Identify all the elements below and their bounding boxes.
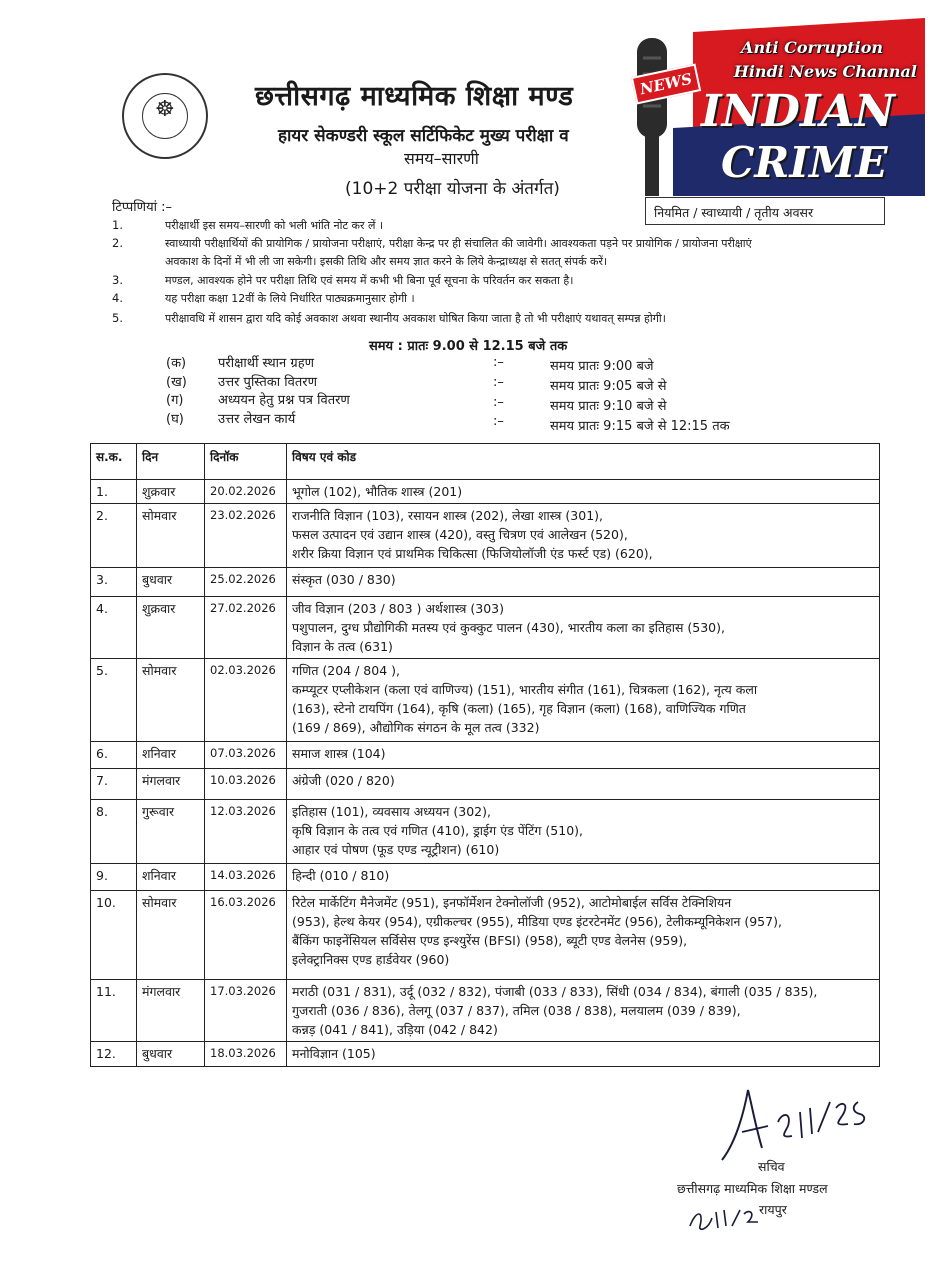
news-logo-line2: Hindi News Channal [733,62,917,81]
cell-date: 25.02.2026 [205,568,287,597]
news-logo-word1: INDIAN [701,86,895,137]
subject-line: रिटेल मार्केटिंग मैनेजमेंट (951), इनफॉर्मेशन टेक्नोलॉजी (952), आटोमोबाईल सर्विस टेक्निशियन [292,895,732,910]
table-row [91,504,880,568]
cell-subjects [287,480,880,504]
step-time: समय प्रातः 9:00 बजे [550,359,654,374]
note-number: 4. [112,291,123,305]
cell-day: शनिवार [137,864,205,891]
cell-day: मंगलवार [137,769,205,800]
cell-subjects [287,864,880,891]
step-mark: (घ) [166,412,184,427]
schedule-title: समय–सारणी [404,149,479,168]
subject-line: विज्ञान के तत्व (631) [292,639,393,654]
table-row [91,597,880,659]
step-label: उत्तर लेखन कार्य [218,412,296,427]
news-channel-logo [633,18,925,196]
column-header-serial: स.क. [91,444,137,480]
exam-time-heading: समय : प्रातः 9.00 से 12.15 बजे तक [369,339,568,354]
cell-serial: 3. [91,568,137,597]
cell-serial: 9. [91,864,137,891]
subject-line: गणित (204 / 804 ), [292,663,400,678]
cell-subjects [287,742,880,769]
cell-serial: 10. [91,891,137,980]
subject-line: मराठी (031 / 831), उर्दू (032 / 832), पंजाबी (033 / 833), सिंधी (034 / 834), बंगाली (035 / 835), [292,984,818,999]
subject-line: कृषि विज्ञान के तत्व एवं गणित (410), ड्राईग एंड पेंटिंग (510), [292,823,584,838]
cell-serial: 12. [91,1042,137,1067]
table-row [91,1042,880,1067]
table-row [91,864,880,891]
subject-line: इतिहास (101), व्यवसाय अध्ययन (302), [292,804,491,819]
subject-line: मनोविज्ञान (105) [292,1046,376,1061]
cell-subjects [287,891,880,980]
cell-subjects [287,980,880,1042]
step-mark: (ख) [166,375,187,390]
handwritten-signature [718,1082,888,1164]
column-header-date: दिनॉक [205,444,287,480]
cell-day: सोमवार [137,891,205,980]
exam-scheme: (10+2 परीक्षा योजना के अंतर्गत) [345,179,560,199]
cell-subjects [287,1042,880,1067]
subject-line: कम्प्यूटर एप्लीकेशन (कला एवं वाणिज्य) (151), भारतीय संगीत (161), चित्रकला (162), नृत्य कला [292,682,758,697]
subject-line: आहार एवं पोषण (फूड एण्ड न्यूट्रीशन) (610) [292,842,500,857]
cell-serial: 4. [91,597,137,659]
notes-heading: टिप्पणियां :– [112,200,172,215]
signatory-board: छत्तीसगढ़ माध्यमिक शिक्षा मण्डल [677,1181,828,1196]
note-number: 1. [112,218,123,232]
subject-line: कन्नड़ (041 / 841), उड़िया (042 / 842) [292,1022,498,1037]
cell-serial: 7. [91,769,137,800]
table-row [91,659,880,742]
step-mark: (क) [166,356,187,371]
cell-serial: 5. [91,659,137,742]
step-label: परीक्षार्थी स्थान ग्रहण [218,356,315,371]
subject-line: समाज शास्त्र (104) [292,746,386,761]
cell-subjects [287,597,880,659]
cell-subjects [287,568,880,597]
cell-date: 14.03.2026 [205,864,287,891]
cell-serial: 6. [91,742,137,769]
cell-serial: 1. [91,480,137,504]
cell-date: 02.03.2026 [205,659,287,742]
cell-serial: 2. [91,504,137,568]
subject-line: शरीर क्रिया विज्ञान एवं प्राथमिक चिकित्सा (फिजियोलॉजी एंड फर्स्ट एड) (620), [292,546,653,561]
cell-serial: 11. [91,980,137,1042]
subject-line: राजनीति विज्ञान (103), रसायन शास्त्र (202), लेखा शास्त्र (301), [292,508,604,523]
note-text: परीक्षावधि में शासन द्वारा यदि कोई अवकाश अथवा स्थानीय अवकाश घोषित किया जाता है तो भी परीक्षाएं यथावत् सम्पन्न होगी। [165,312,666,325]
seal-emblem-icon: ☸ [155,97,175,122]
cell-day: बुधवार [137,568,205,597]
note-text: यह परीक्षा कक्षा 12वीं के लिये निर्धारित पाठ्यक्रमानुसार होगी । [165,292,415,305]
subject-line: गुजराती (036 / 836), तेलगू (037 / 837), तमिल (038 / 838), मलयालम (039 / 839), [292,1003,741,1018]
handwritten-initials [686,1204,762,1234]
subject-line: इलेक्ट्रानिक्स एण्ड हार्डवेयर (960) [292,952,450,967]
subject-line: संस्कृत (030 / 830) [292,572,396,587]
table-row [91,891,880,980]
cell-day: गुरूवार [137,800,205,864]
cell-day: सोमवार [137,659,205,742]
step-separator: :– [493,414,504,429]
subject-line: हिन्दी (010 / 810) [292,868,390,883]
cell-subjects [287,504,880,568]
cell-subjects [287,659,880,742]
note-text: परीक्षार्थी इस समय–सारणी को भली भांति नोट कर लें । [165,219,384,232]
column-header-subject: विषय एवं कोड [287,444,880,480]
signatory-designation: सचिव [758,1159,785,1174]
cell-date: 27.02.2026 [205,597,287,659]
table-row [91,800,880,864]
cell-serial: 8. [91,800,137,864]
subject-line: पशुपालन, दुग्ध प्रौद्योगिकी मतस्य एवं कुक्कुट पालन (430), भारतीय कला का इतिहास (530), [292,620,725,635]
note-text: अवकाश के दिनों में भी ली जा सकेगी। इसकी तिथि और समय ज्ञात करने के लिये केन्द्राध्यक्ष से सतत् संपर्क करें। [165,255,608,268]
note-number: 5. [112,311,123,325]
subject-line: जीव विज्ञान (203 / 803 ) अर्थशास्त्र (303) [292,601,504,616]
cell-subjects [287,800,880,864]
subject-line: (163), स्टेनो टायपिंग (164), कृषि (कला) (165), गृह विज्ञान (कला) (168), वाणिज्यिक गणित [292,701,746,716]
table-row [91,742,880,769]
subject-line: भूगोल (102), भौतिक शास्त्र (201) [292,484,463,499]
cell-date: 16.03.2026 [205,891,287,980]
step-separator: :– [493,355,504,370]
subject-line: फसल उत्पादन एवं उद्यान शास्त्र (420), वस्तु चित्रण एवं आलेखन (520), [292,527,628,542]
cell-date: 12.03.2026 [205,800,287,864]
note-number: 3. [112,273,123,287]
table-header-row [91,444,880,480]
subject-line: (953), हेल्थ केयर (954), एग्रीकल्चर (955), मीडिया एण्ड इंटरटेनमेंट (956), टेलीकम्यूनिकेशन (957), [292,914,782,929]
cell-day: सोमवार [137,504,205,568]
news-logo-word2: CRIME [721,138,888,187]
table-row [91,568,880,597]
note-text: स्वाध्यायी परीक्षार्थियों की प्रायोगिक / प्रायोजना परीक्षाएं, परीक्षा केन्द्र पर ही संचालित की जावेगी। आवश्यकता पड़ने पर प्रायोगिक / प्रायोजना परीक्षाएं [165,237,752,250]
cell-date: 20.02.2026 [205,480,287,504]
cell-date: 17.03.2026 [205,980,287,1042]
step-label: उत्तर पुस्तिका वितरण [218,375,317,390]
news-logo-line1: Anti Corruption [741,38,883,57]
signatory-place: रायपुर [759,1202,787,1217]
board-seal [122,73,208,159]
subject-line: (169 / 869), औद्योगिक संगठन के मूल तत्व (332) [292,720,540,735]
subject-line: अंग्रेजी (020 / 820) [292,773,395,788]
news-tag: NEWS [631,63,701,104]
cell-day: शनिवार [137,742,205,769]
step-label: अध्ययन हेतु प्रश्न पत्र वितरण [218,393,350,408]
cell-subjects [287,769,880,800]
cell-day: मंगलवार [137,980,205,1042]
column-header-day: दिन [137,444,205,480]
cell-date: 23.02.2026 [205,504,287,568]
step-time: समय प्रातः 9:05 बजे से [550,379,667,394]
cell-day: बुधवार [137,1042,205,1067]
exam-name: हायर सेकण्डरी स्कूल सर्टिफिकेट मुख्य परीक्षा व [278,126,569,146]
step-time: समय प्रातः 9:15 बजे से 12:15 तक [550,419,730,434]
cell-date: 10.03.2026 [205,769,287,800]
cell-date: 07.03.2026 [205,742,287,769]
note-text: मण्डल, आवश्यक होने पर परीक्षा तिथि एवं समय में कभी भी बिना पूर्व सूचना के परिवर्तन कर सकता है। [165,274,574,287]
table-row [91,980,880,1042]
step-separator: :– [493,395,504,410]
exam-category-box: नियमित / स्वाध्यायी / तृतीय अवसर [645,197,885,225]
exam-schedule-table [90,443,880,1067]
table-row [91,769,880,800]
board-name: छत्तीसगढ़ माध्यमिक शिक्षा मण्ड [255,81,574,112]
step-separator: :– [493,375,504,390]
step-mark: (ग) [166,393,184,408]
cell-day: शुक्रवार [137,597,205,659]
cell-day: शुक्रवार [137,480,205,504]
table-row [91,480,880,504]
note-number: 2. [112,236,123,250]
cell-date: 18.03.2026 [205,1042,287,1067]
subject-line: बैंकिंग फाइनेंसियल सर्विसेस एण्ड इन्श्युरेंस (BFSI) (958), ब्यूटी एण्ड वेलनेस (959), [292,933,688,948]
step-time: समय प्रातः 9:10 बजे से [550,399,667,414]
